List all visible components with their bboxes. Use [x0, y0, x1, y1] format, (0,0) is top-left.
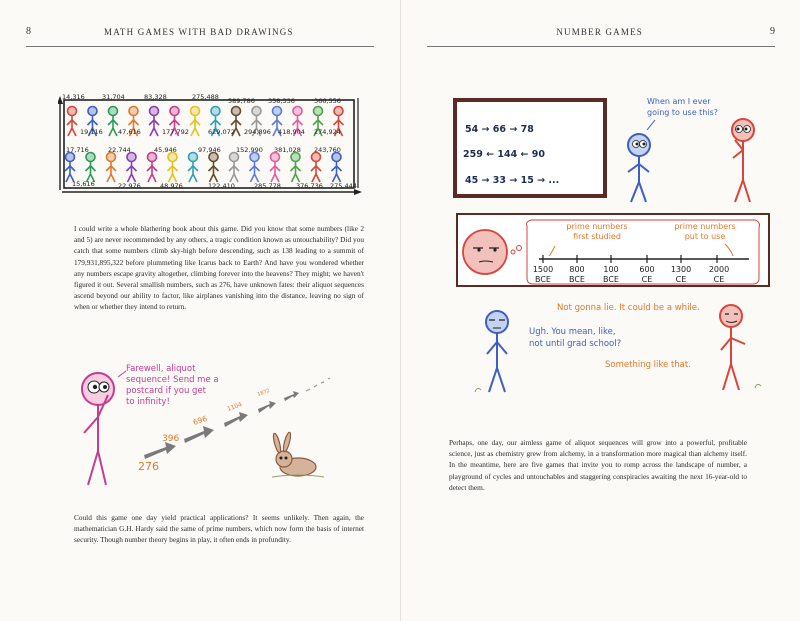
- crowd-stick-figure: [270, 153, 280, 183]
- board-row-3: 45 → 33 → 15 → ...: [465, 175, 560, 186]
- crowd-num-s4: 629,072: [208, 128, 235, 136]
- crowd-num-t3: 83,328: [144, 93, 167, 101]
- crowd-stick-figure: [106, 153, 116, 183]
- crowd-stick-figure: [332, 153, 342, 183]
- red-figure-2: [720, 305, 745, 390]
- crowd-num-b7: 275,444: [330, 182, 357, 190]
- crowd-num-b4: 122,410: [208, 182, 235, 190]
- not-gonna-lie-text: Not gonna lie. It could be a while.: [557, 303, 700, 313]
- put-to-use-line-1: prime numbers: [674, 222, 736, 231]
- crowd-num-t2: 31,704: [102, 93, 125, 101]
- crowd-num-r4: 97,946: [198, 146, 221, 154]
- crowd-num-t6: 358,336: [268, 97, 295, 105]
- left-page-number: 8: [26, 26, 31, 37]
- right-page: [400, 0, 800, 621]
- left-paragraph-2: Could this game one day yield practical applications? It seems unlikely. Then again, the mathematician G.H. Hardy said the same of prime numbers, which now form the basis of internet security. Though number theory begins in play, it often ends in profundity.: [74, 513, 364, 545]
- arrow-num-696: 696: [191, 413, 209, 427]
- crowd-stick-figure: [291, 153, 301, 183]
- when-line-2: going to use this?: [647, 108, 719, 117]
- farewell-illustration: [62, 355, 362, 490]
- tick-100-era: BCE: [603, 275, 619, 284]
- crowd-num-t1: 14,316: [62, 93, 85, 101]
- thinking-red-face: [463, 230, 507, 274]
- board-row-2: 259 ← 144 ← 90: [463, 149, 546, 160]
- crowd-stick-figure: [168, 153, 178, 183]
- crowd-num-b6: 376,736: [296, 182, 323, 190]
- first-studied-line-1: prime numbers: [566, 222, 628, 231]
- board-row-1: 54 → 66 → 78: [465, 124, 534, 135]
- chalkboard-scene: [451, 90, 771, 205]
- arrow-num-1104: 1104: [226, 401, 244, 413]
- left-running-header: [26, 14, 374, 47]
- crowd-num-r1: 17,716: [66, 146, 89, 154]
- tick-1500-era: BCE: [535, 275, 551, 284]
- crowd-stick-figure: [190, 107, 200, 137]
- crowd-num-s5: 294,896: [244, 128, 271, 136]
- crowd-num-s7: 274,924: [314, 128, 341, 136]
- right-page-number: 9: [770, 26, 775, 37]
- right-running-head: NUMBER GAMES: [556, 27, 643, 37]
- arrow-num-396: 396: [162, 434, 180, 444]
- tick-2000: 2000: [708, 265, 730, 274]
- red-stick-figure: [732, 119, 754, 202]
- crowd-stick-figure: [250, 153, 260, 183]
- crowd-stick-figure: [65, 153, 75, 183]
- crowd-num-r6: 381,028: [274, 146, 301, 154]
- right-paragraph: Perhaps, one day, our aimless game of aliquot sequences will grow into a powerful, profitable science, just as chemistry grew from alchemy, in a transformation more magical than alchemy itself. In the meantime, here are five games that invite you to romp across the landscape of number, a playground of cycles and untouchables and staggering conspiracies awaiting the next 16-year-old to detect them.: [449, 438, 747, 492]
- put-to-use-line-2: put to use: [684, 232, 726, 241]
- farewell-line-4: to infinity!: [126, 397, 170, 407]
- crowd-num-s3: 177,792: [162, 128, 189, 136]
- crowd-stick-figure: [147, 153, 157, 183]
- crowd-stick-figure: [127, 153, 137, 183]
- crowd-num-r3: 45,946: [154, 146, 177, 154]
- crowd-stick-figure: [86, 153, 96, 183]
- crowd-num-t4: 275,488: [192, 93, 219, 101]
- right-running-header: [427, 14, 775, 47]
- crowd-stick-figure: [311, 153, 321, 183]
- farewell-line-1: Farewell, aliquot: [126, 364, 196, 374]
- crowd-frame: [64, 100, 354, 188]
- ugh-line-1: Ugh. You mean, like,: [529, 327, 616, 337]
- first-studied-line-2: first studied: [573, 232, 621, 241]
- crowd-stick-figure: [229, 153, 239, 183]
- bunny-icon: [272, 432, 316, 476]
- untouchable-crowd-illustration: [58, 92, 364, 196]
- farewell-line-3: postcard if you get: [126, 386, 207, 396]
- crowd-num-b5: 285,778: [254, 182, 281, 190]
- crowd-stick-figure: [108, 107, 118, 137]
- crowd-stick-figure: [209, 153, 219, 183]
- crowd-stick-figure: [149, 107, 159, 137]
- arrow-num-1872: 1872: [256, 387, 271, 398]
- crowd-num-r2: 22,744: [108, 146, 131, 154]
- tick-1300: 1300: [670, 265, 692, 274]
- crowd-num-s1: 19,116: [80, 128, 103, 136]
- arrow-num-276: 276: [138, 460, 159, 473]
- tick-600: 600: [639, 265, 655, 274]
- crowd-num-t7: 366,556: [314, 97, 341, 105]
- tick-800-era: BCE: [569, 275, 585, 284]
- crowd-num-r5: 152,990: [236, 146, 263, 154]
- dialogue-scene: [455, 292, 771, 396]
- blue-figure-2: [486, 311, 508, 392]
- tick-800: 800: [569, 265, 585, 274]
- tick-100: 100: [603, 265, 619, 274]
- tick-1500: 1500: [532, 265, 554, 274]
- something-text: Something like that.: [605, 360, 691, 370]
- timeline-panel: [455, 212, 771, 288]
- crowd-num-s2: 47,616: [118, 128, 141, 136]
- crowd-num-s6: 418,904: [278, 128, 305, 136]
- ugh-line-2: not until grad school?: [529, 339, 622, 349]
- left-paragraph-1: I could write a whole blathering book about this game. Did you know that some numbers (like 2 and 5) are never recommended by any others, a tragic condition known as untouchability? Did you catch that some numbers climb sky-high before descending, such as 138 leading to a summit of 179,931,895,322 before plummeting like Icarus back to Earth? And have you wondered whether any numbers escape gravity altogether, climbing forever into the heavens? They might; we haven't figured it out. Several smallish numbers, such as 276, have unknown fates: their aliquot sequences ascend beyond our ability to factor, like airplanes vanishing into the distance, leaving no sign of when or whether they intend to return.: [74, 224, 364, 312]
- crowd-stick-figure: [188, 153, 198, 183]
- crowd-num-b3: 48,976: [160, 182, 183, 190]
- crowd-num-r7: 243,760: [314, 146, 341, 154]
- crowd-num-t5: 589,786: [228, 97, 255, 105]
- crowd-num-b1: 15,616: [72, 180, 95, 188]
- when-line-1: When am I ever: [647, 97, 711, 106]
- left-running-head: MATH GAMES WITH BAD DRAWINGS: [104, 27, 294, 37]
- tick-600-era: CE: [641, 275, 653, 284]
- tick-1300-era: CE: [675, 275, 687, 284]
- farewell-line-2: sequence! Send me a: [126, 375, 219, 385]
- tick-2000-era: CE: [713, 275, 725, 284]
- crowd-stick-figure: [67, 107, 77, 137]
- crowd-num-b2: 22,976: [118, 182, 141, 190]
